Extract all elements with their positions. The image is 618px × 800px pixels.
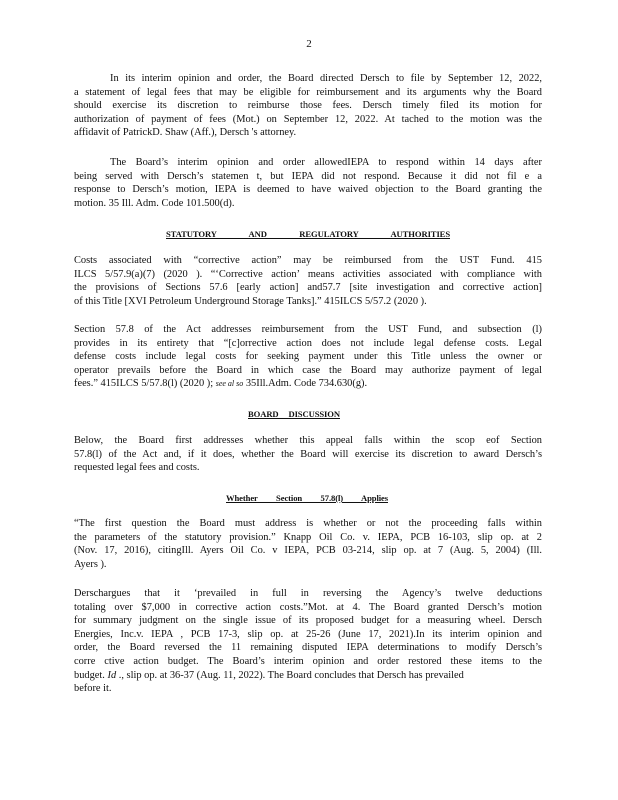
text-line: Costs associated with “corrective action” may be reimbursed from the UST Fund. 415 <box>74 255 542 266</box>
text-line: provides in its entirety that “[c]orrective action does not include legal defense costs. Legal <box>74 337 542 349</box>
text-line: motion. 35 Ill. Adm. Code 101.500(d). <box>74 197 235 209</box>
text-line: Below, the Board first addresses whether this appeal falls within the scop eof Section <box>74 435 542 446</box>
paragraph-first-question <box>74 517 542 571</box>
text-line: defense costs include legal costs for seeking payment under this Title unless the owner or <box>74 351 542 363</box>
text-line: requested legal fees and costs. <box>74 462 200 474</box>
text-line: authorization of payment of fees (Mot.) on September 12, 2022. At tached to the motion was the <box>74 113 542 125</box>
section-heading-statutory: STATUTORY AND REGULATORY AUTHORITIES <box>166 229 450 239</box>
text-line: totaling over $7,000 in corrective action costs.”Mot. at 4. The Board granted Dersch’s motion <box>74 601 542 613</box>
text-line: of this Title [XVI Petroleum Underground Storage Tanks].” 415ILCS 5/57.2 (2020 ). <box>74 295 427 307</box>
page-number: 2 <box>306 38 312 50</box>
text-line: should exercise its discretion to reimburse those fees. Dersch timely filed its motion for <box>74 100 542 112</box>
paragraph-dersch-argues <box>74 587 542 696</box>
text-line: being served with Dersch’s statemen t, but IEPA did not respond. Because it did not fil e a <box>74 170 542 182</box>
text-line: (Nov. 17, 2016), citingIll. Ayers Oil Co. v IEPA, PCB 03-214, slip op. at 7 (Aug. 5, 2004) (Ill. <box>74 545 542 557</box>
text-line: the provisions of Sections 57.6 [early action] and57.7 [site investigation and corrective action] <box>74 282 542 294</box>
text-line: for summary judgment on the single issue of its proposed budget for a measuring wheel. Dersch <box>74 615 542 627</box>
text-line: ILCS 5/57.9(a)(7) (2020 ). “‘Corrective action’ means activities associated with compliance with <box>74 268 542 280</box>
text-line: corre ctive action budget. The Board’s interim opinion and order restored these items to the <box>74 655 542 667</box>
see-also-signal: see al so <box>215 379 244 389</box>
paragraph-section-57-8 <box>74 323 542 391</box>
citation-text: ., slip op. at 36-37 (Aug. 11, 2022). The Board concludes that Dersch has prevailed <box>116 669 464 681</box>
citation-text: budget. <box>74 669 108 681</box>
text-line: 57.8(l) of the Act and, if it does, whether the Board will exercise its discretion to award Dersch’s <box>74 448 542 460</box>
text-line: before it. <box>74 683 112 695</box>
text-line: response to Dersch’s motion, IEPA is deemed to have waived objection to the Board granting the <box>74 184 542 196</box>
text-line <box>74 377 542 391</box>
text-line: Derschargues that it ‘prevailed in full in reversing the Agency’s twelve deductions <box>74 588 542 599</box>
text-line: The Board’s interim opinion and order allowedIEPA to respond within 14 days after <box>110 157 542 168</box>
text-line: a statement of legal fees that may be eligible for reimbursement and its arguments why the Board <box>74 86 542 98</box>
paragraph-corrective-action <box>74 254 542 308</box>
text-line: In its interim opinion and order, the Board directed Dersch to file by September 12, 2022, <box>110 73 542 84</box>
section-heading-board-discussion: BOARD DISCUSSION <box>248 409 340 419</box>
paragraph-interim-order <box>74 72 542 140</box>
citation-text: fees.” 415ILCS 5/57.8(l) (2020 ); <box>74 378 216 390</box>
text-line: affidavit of PatrickD. Shaw (Aff.), Dersch 's attorney. <box>74 127 297 139</box>
text-line: “The first question the Board must address is whether or not the proceeding falls within <box>74 518 542 529</box>
text-line: the parameters of the statutory provision.” Knapp Oil Co. v. IEPA, PCB 16-103, slip op. at 2 <box>74 531 542 543</box>
text-line: Ayers ). <box>74 558 107 570</box>
paragraph-iepa-response <box>74 156 542 210</box>
citation-text: 35Ill.Adm. Code 734.630(g). <box>243 378 368 390</box>
text-line: operator prevails before the Board in which case the Board may authorize payment of legal <box>74 364 542 376</box>
text-line <box>74 669 542 683</box>
subsection-heading-57-8l: Whether Section 57.8(l) Applies <box>226 493 388 503</box>
text-line: Section 57.8 of the Act addresses reimbursement from the UST Fund, and subsection (l) <box>74 324 542 335</box>
paragraph-below <box>74 434 542 475</box>
text-line: Energies, Inc.v. IEPA , PCB 17-3, slip op. at 25-26 (June 17, 2021).In its interim opinion and <box>74 628 542 640</box>
id-signal: Id <box>107 669 117 681</box>
text-line: order, the Board reversed the 11 remaining disputed IEPA determinations to modify Dersch’s <box>74 642 542 654</box>
